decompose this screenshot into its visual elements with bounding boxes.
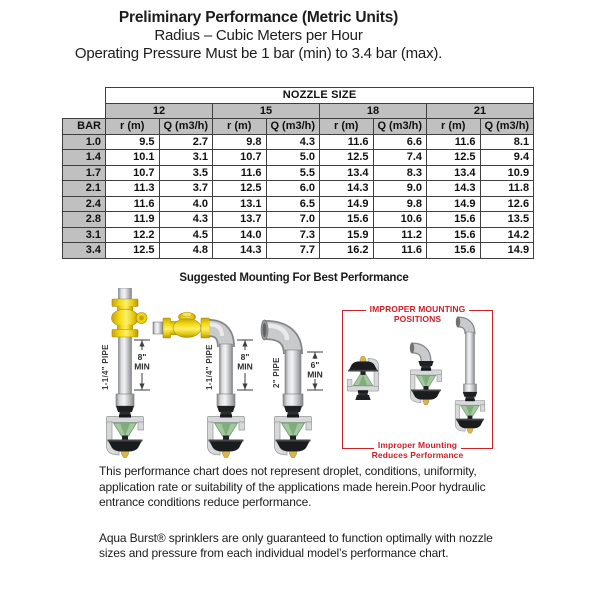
improper-box-caption — [343, 440, 492, 460]
nozzle-size-row — [63, 88, 534, 104]
table-row — [63, 134, 534, 150]
data-cell: 4.3 — [266, 134, 320, 150]
data-cell: 9.4 — [480, 150, 534, 166]
table-row — [63, 150, 534, 166]
improper-caption-line1: Improper Mounting — [374, 440, 461, 450]
pipe-coupling-illustration — [116, 394, 134, 406]
mounting-assembly-1 — [101, 288, 150, 458]
nozzle-size-value: 12 — [106, 103, 213, 119]
data-cell: 14.9 — [480, 243, 534, 259]
data-cell: 4.3 — [159, 212, 213, 228]
height-dimension — [237, 340, 253, 390]
data-cell: 13.4 — [320, 165, 374, 181]
data-cell: 10.6 — [373, 212, 427, 228]
data-cell: 15.6 — [427, 212, 481, 228]
data-cell: 9.8 — [213, 134, 267, 150]
data-cell: 15.6 — [427, 243, 481, 259]
sub-column-header: Q (m3/h) — [480, 119, 534, 135]
improper-caption-line2: Reduces Performance — [371, 450, 464, 460]
data-cell: 9.0 — [373, 181, 427, 197]
data-cell: 10.1 — [106, 150, 160, 166]
data-cell: 13.1 — [213, 196, 267, 212]
table-row — [63, 212, 534, 228]
data-cell: 5.5 — [266, 165, 320, 181]
sub-column-header: r (m) — [106, 119, 160, 135]
data-cell: 12.5 — [106, 243, 160, 259]
data-cell: 6.0 — [266, 181, 320, 197]
data-cell: 10.7 — [106, 165, 160, 181]
data-cell: 7.0 — [266, 212, 320, 228]
table-row — [63, 243, 534, 259]
performance-table — [62, 87, 534, 259]
data-cell: 12.5 — [427, 150, 481, 166]
data-cell: 2.7 — [159, 134, 213, 150]
improper-box-title — [343, 304, 492, 324]
corner-spacer — [63, 103, 106, 119]
data-cell: 12.2 — [106, 227, 160, 243]
performance-table-body — [63, 88, 534, 259]
sub-column-header: r (m) — [427, 119, 481, 135]
nozzle-size-header: NOZZLE SIZE — [106, 88, 534, 104]
sprinkler-head-illustration — [275, 406, 312, 458]
data-cell: 4.8 — [159, 243, 213, 259]
data-cell: 4.0 — [159, 196, 213, 212]
data-cell: 7.7 — [266, 243, 320, 259]
sub-column-header: Q (m3/h) — [266, 119, 320, 135]
data-cell: 5.0 — [266, 150, 320, 166]
improper-mounting-box — [342, 304, 493, 460]
data-cell: 11.6 — [213, 165, 267, 181]
data-cell: 14.9 — [320, 196, 374, 212]
nozzle-size-value: 18 — [320, 103, 427, 119]
pipe-size-label: 2" PIPE — [272, 357, 281, 388]
height-dimension — [134, 340, 150, 390]
data-cell: 13.4 — [427, 165, 481, 181]
sub-column-header: r (m) — [213, 119, 267, 135]
bar-value-cell: 3.1 — [63, 227, 106, 243]
bar-value-cell: 3.4 — [63, 243, 106, 259]
data-cell: 6.5 — [266, 196, 320, 212]
disclaimer-line: This performance chart does not represent droplet, conditions, uniformity, — [99, 464, 477, 478]
data-cell: 7.3 — [266, 227, 320, 243]
data-cell: 15.6 — [320, 212, 374, 228]
data-cell: 11.6 — [427, 134, 481, 150]
improper-title-line2: POSITIONS — [393, 314, 442, 324]
data-cell: 14.3 — [320, 181, 374, 197]
nozzle-size-value: 15 — [213, 103, 320, 119]
data-cell: 11.6 — [320, 134, 374, 150]
mounting-section-heading: Suggested Mounting For Best Performance — [179, 272, 409, 284]
data-cell: 8.3 — [373, 165, 427, 181]
data-cell: 14.3 — [213, 243, 267, 259]
nozzle-size-value: 21 — [427, 103, 534, 119]
guarantee-line: sizes and pressure from each individual model’s performance chart. — [99, 546, 449, 560]
data-cell: 11.8 — [480, 181, 534, 197]
ball-valve-illustration — [112, 299, 148, 337]
page-title-line2: Radius – Cubic Meters per Hour — [154, 27, 363, 44]
pipe-nipple-illustration — [153, 322, 163, 334]
bar-value-cell: 1.0 — [63, 134, 106, 150]
data-cell: 14.0 — [213, 227, 267, 243]
pipe-size-label: 1-1/4" PIPE — [205, 344, 214, 390]
data-cell: 9.5 — [106, 134, 160, 150]
pipe-coupling-illustration — [283, 394, 303, 406]
guarantee-line: Aqua Burst® sprinklers are only guaranteed to function optimally with nozzle — [99, 530, 493, 545]
dimension-unit: MIN — [307, 369, 323, 380]
data-cell: 16.2 — [320, 243, 374, 259]
data-cell: 9.8 — [373, 196, 427, 212]
data-cell: 15.6 — [427, 227, 481, 243]
data-cell: 10.7 — [213, 150, 267, 166]
data-cell: 8.1 — [480, 134, 534, 150]
data-cell: 15.9 — [320, 227, 374, 243]
data-cell: 14.9 — [427, 196, 481, 212]
pipe-size-label: 1-1/4" PIPE — [101, 344, 110, 390]
footnotes — [99, 464, 539, 582]
elbow-illustration — [209, 325, 226, 348]
bar-value-cell: 1.4 — [63, 150, 106, 166]
data-cell: 13.5 — [480, 212, 534, 228]
bar-column-header: BAR — [63, 119, 106, 135]
improper-title-line1: IMPROPER MOUNTING — [366, 304, 470, 314]
pipe-coupling-illustration — [217, 394, 235, 406]
sub-column-header: Q (m3/h) — [373, 119, 427, 135]
data-cell: 12.5 — [320, 150, 374, 166]
bar-value-cell: 2.1 — [63, 181, 106, 197]
dimension-value: 6" — [310, 360, 320, 370]
page-title-line3: Operating Pressure Must be 1 bar (min) to 3.4 bar (max). — [74, 45, 443, 62]
bar-value-cell: 2.4 — [63, 196, 106, 212]
table-row — [63, 181, 534, 197]
guarantee-paragraph — [99, 531, 539, 562]
data-cell: 11.6 — [373, 243, 427, 259]
mounting-assembly-2 — [153, 312, 253, 457]
data-cell: 12.6 — [480, 196, 534, 212]
table-row — [63, 165, 534, 181]
table-row — [63, 196, 534, 212]
data-cell: 11.9 — [106, 212, 160, 228]
data-cell: 3.7 — [159, 181, 213, 197]
data-cell: 3.5 — [159, 165, 213, 181]
data-cell: 14.3 — [427, 181, 481, 197]
table-row — [63, 227, 534, 243]
data-cell: 12.5 — [213, 181, 267, 197]
dimension-value: 8" — [240, 352, 250, 362]
elbow-illustration — [261, 320, 293, 354]
corner-spacer — [63, 88, 106, 104]
dimension-value: 8" — [137, 352, 147, 362]
dimension-unit: MIN — [237, 361, 253, 372]
page-title-line1: Preliminary Performance (Metric Units) — [118, 9, 399, 26]
bar-value-cell: 2.8 — [63, 212, 106, 228]
data-cell: 4.5 — [159, 227, 213, 243]
sub-column-header: r (m) — [320, 119, 374, 135]
disclaimer-paragraph — [99, 464, 539, 511]
data-cell: 7.4 — [373, 150, 427, 166]
data-cell: 10.9 — [480, 165, 534, 181]
page-title — [0, 9, 517, 63]
data-cell: 11.2 — [373, 227, 427, 243]
data-cell: 6.6 — [373, 134, 427, 150]
column-headers-row — [63, 119, 534, 135]
mounting-assembly-3 — [261, 320, 323, 458]
sprinkler-head-illustration — [107, 406, 144, 458]
height-dimension — [307, 352, 323, 390]
data-cell: 11.3 — [106, 181, 160, 197]
data-cell: 3.1 — [159, 150, 213, 166]
data-cell: 14.2 — [480, 227, 534, 243]
nozzle-size-values-row — [63, 103, 534, 119]
dimension-unit: MIN — [134, 361, 150, 372]
disclaimer-line: application rate or suitability of the applications made herein.Poor hydraulic — [99, 479, 486, 494]
data-cell: 13.7 — [213, 212, 267, 228]
bar-value-cell: 1.7 — [63, 165, 106, 181]
sub-column-header: Q (m3/h) — [159, 119, 213, 135]
ball-valve-illustration — [163, 312, 210, 338]
sprinkler-head-illustration — [208, 406, 245, 458]
disclaimer-line: entrance conditions reduce performance. — [99, 495, 312, 509]
data-cell: 11.6 — [106, 196, 160, 212]
